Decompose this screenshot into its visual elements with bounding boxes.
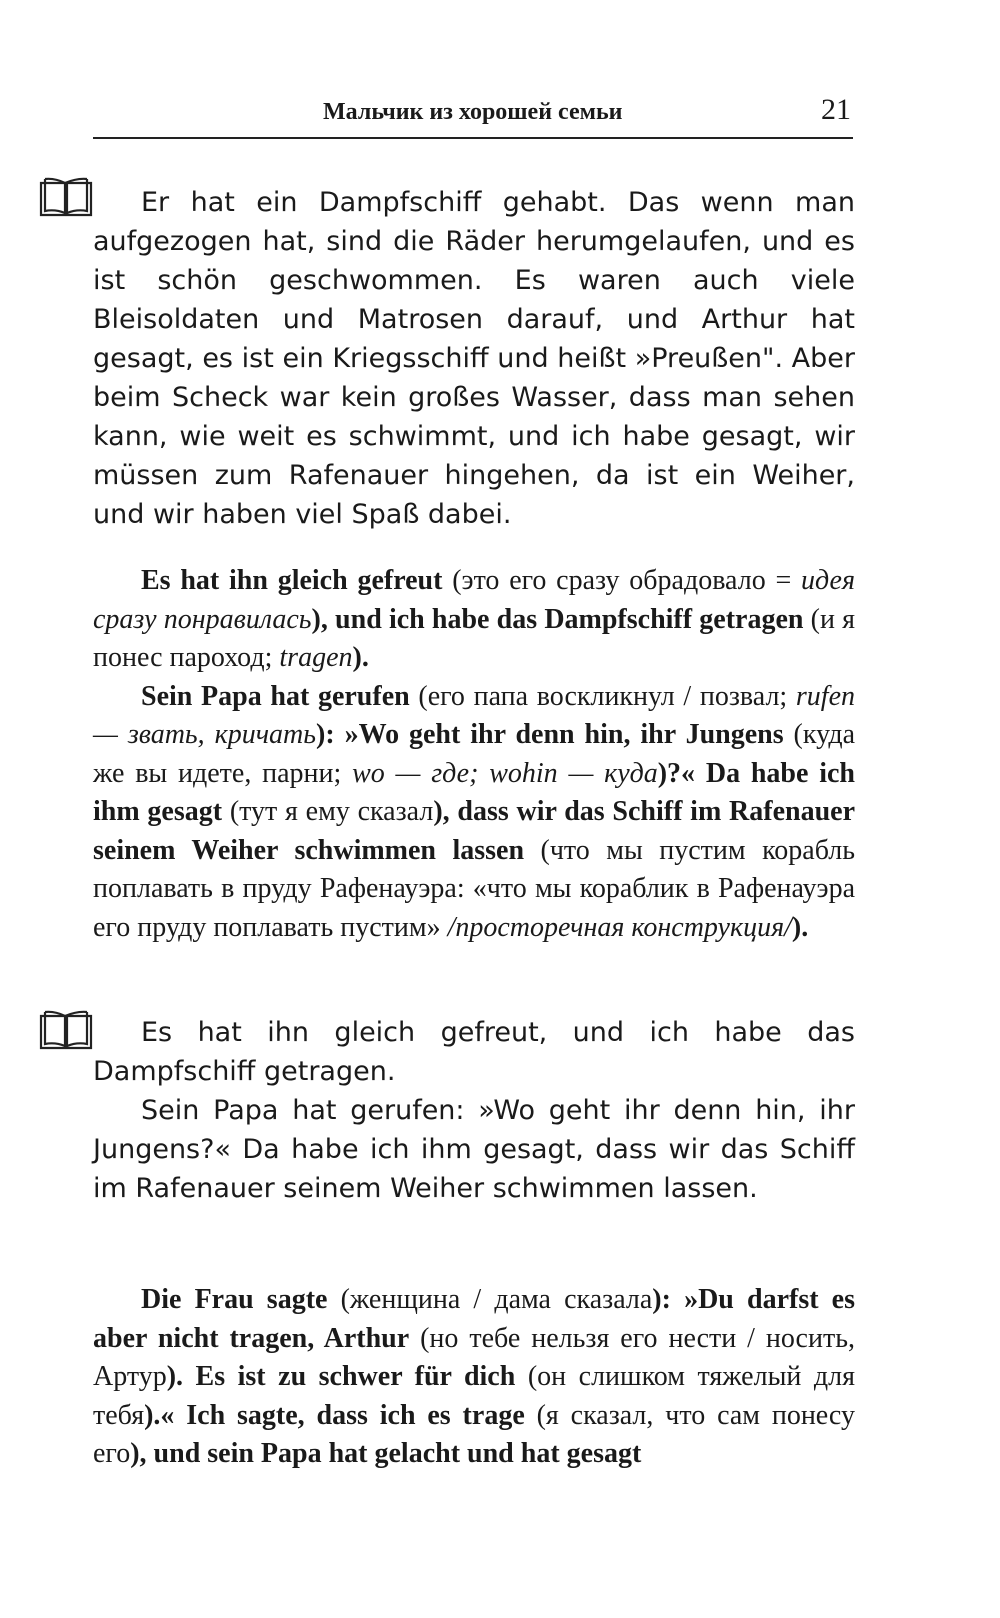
bold-text-run: ), dass wir das Schiff im Rafenauer seinem Weiher schwimmen lassen [93,796,856,866]
italic-text-run: tragen [279,642,353,673]
text-run: (я сказал, что сам понесу его [93,1399,855,1469]
text-run: (и я понес пароход; [93,603,856,673]
paragraph [93,1281,855,1474]
text-run: (тут я ему сказал [222,796,434,827]
paragraph: Er hat ein Dampfschiff gehabt. Das wenn man aufgezogen hat, sind die Räder herumgelaufen, und es ist schön geschwommen. Es waren auch viele Bleisoldaten und Matrosen darauf, und Arthur hat gesagt, es ist ein Kriegsschiff und heißt »Preußen". Aber beim Scheck war kein großes Wasser, dass man sehen kann, wie weit es schwimmt, und ich habe gesagt, wir müssen zum Rafenauer hingehen, da ist ein Weiher, und wir haben viel Spaß dabei. [93,187,855,530]
text-run: (его папа воскликнул / позвал; [409,680,796,712]
bold-text-run: ): »Du darfst es aber nicht tragen, Arthur [93,1284,856,1354]
text-run: (женщина / дама сказала [327,1284,653,1315]
paragraph [93,678,855,948]
page-number: 21 [821,93,851,126]
open-book-icon [38,1008,94,1052]
annotated-text-block-1 [93,562,855,947]
german-text-block-1 [93,183,855,534]
text-run: (что мы пустим корабль поплавать в пруду Рафенауэра: «что мы кораблик в Рафенауэра его пруду поплавать пустим» [93,834,855,943]
german-text-block-2 [93,1013,855,1208]
bold-text-run: Sein Papa hat gerufen [141,680,410,712]
bold-text-run: ). Es ist zu schwer für dich [166,1361,516,1392]
italic-text-run: rufen — звать, кричать [93,680,855,750]
bold-text-run: ), und sein Papa hat gelacht und hat gesagt [130,1438,642,1469]
paragraph: Es hat ihn gleich gefreut, und ich habe das Dampfschiff getragen. [93,1017,855,1087]
annotated-text-block-2 [93,1281,855,1474]
paragraph [93,562,855,678]
open-book-icon [38,175,94,219]
text-run: (но тебе нельзя его нести / носить, Артур [93,1322,855,1392]
chapter-title: Мальчик из хорошей семьи [323,99,623,125]
bold-text-run: ).« Ich sagte, dass ich es trage [144,1399,525,1431]
bold-text-run: ): »Wo geht ihr denn hin, ihr Jungens [316,719,784,750]
text-run: (это его сразу обрадовало = [442,565,802,596]
text-run: (он слишком тяжелый для тебя [93,1361,855,1431]
paragraph: Sein Papa hat gerufen: »Wo geht ihr denn hin, ihr Jungens?« Da habe ich ihm gesagt, dass wir das Schiff im Rafenauer seinem Weiher schwimmen lassen. [93,1095,855,1204]
italic-text-run: идея сразу понравилась [93,565,855,635]
running-header [93,93,853,139]
text-run: (куда же вы идете, парни; [93,719,855,789]
italic-text-run: /просторечная конструкция/ [447,911,792,943]
bold-text-run: )?« Da habe ich ihm gesagt [93,757,855,827]
bold-text-run: ). [352,642,369,673]
bold-text-run: ), und ich habe das Dampfschiff getragen [311,603,804,635]
bold-text-run: Es hat ihn gleich gefreut [141,565,443,596]
bold-text-run: Die Frau sagte [141,1284,328,1315]
bold-text-run: ). [791,911,809,943]
italic-text-run: wo — где; wohin — куда [352,757,658,789]
